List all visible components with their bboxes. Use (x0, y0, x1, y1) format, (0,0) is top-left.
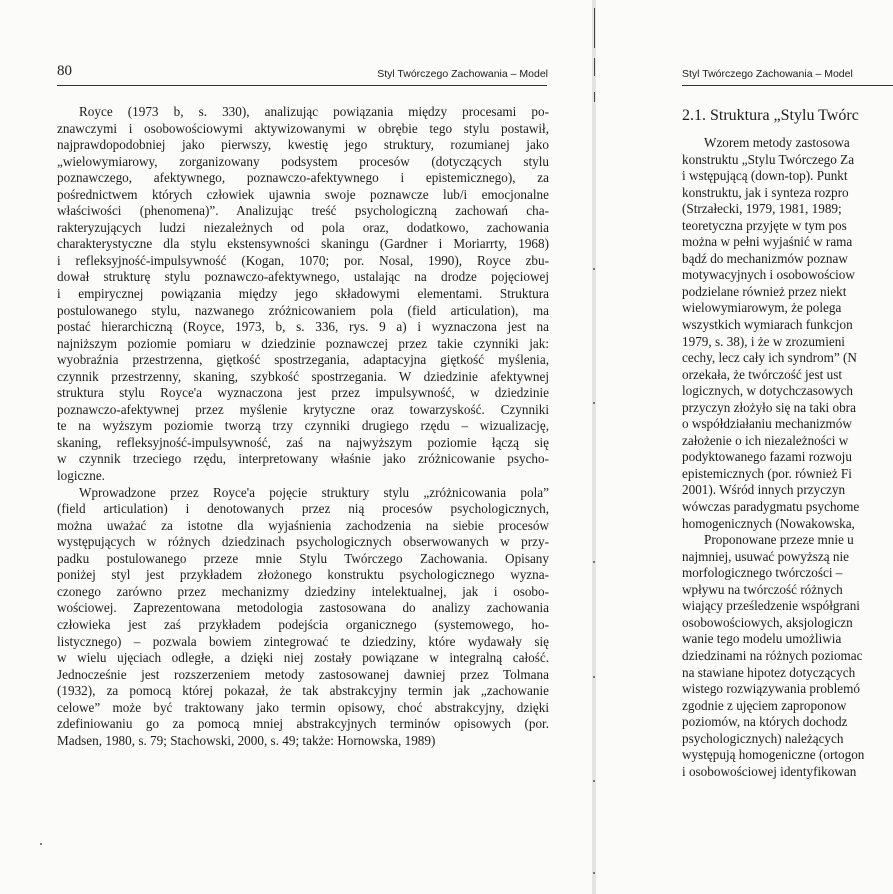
scan-speck (593, 402, 595, 404)
text-line: (field articulation) i denotowanych przez nią procesów psychologicznych, (57, 501, 549, 517)
text-line: Wzorem metody zastosowa (704, 135, 850, 150)
text-line: Wprowadzone przez Royce'a pojęcie struktury stylu „zróżnicowania pola” (79, 484, 549, 500)
text-line: i wstępującą (down-top). Punkt (682, 168, 848, 184)
text-line: dziedzinami na różnych poziomac (682, 647, 863, 663)
section-heading: 2.1. Struktura „Stylu Twórc (682, 107, 859, 124)
text-line: osobowościowych, aksjologiczn (682, 614, 853, 630)
text-line: konstruktu, jak i synteza rozpro (682, 184, 849, 200)
text-line: o współdziałaniu mechanizmów (682, 416, 852, 432)
text-line: orzekała, że twórczość jest ust (682, 366, 843, 382)
text-line: teoretyczna przyjęte w tym pos (682, 217, 847, 233)
text-line: wpływu na twórczość różnych (682, 581, 843, 597)
scan-speck (593, 780, 595, 782)
text-line: wistego rozwiązywania problemó (682, 681, 860, 697)
scan-speck (593, 872, 595, 874)
text-line: 2001). Wśród innych przyczyn (682, 482, 846, 498)
text-line: poniżej styl jest przykładem złożonego konstruktu psychologicznego wyzna- (57, 567, 549, 583)
text-line: i refleksyjność-impulsywność (Kogan, 1070; por. Nosal, 1990), Royce zbu- (57, 252, 549, 268)
text-line: logicznych, w dotychczasowych (682, 383, 854, 399)
header-rule (57, 85, 547, 86)
text-line: motywacyjnych i osobowościow (682, 267, 855, 283)
text-line: bądź do mechanizmów poznaw (682, 250, 848, 266)
header-rule (682, 85, 893, 86)
text-line: celowe” może być traktowany jako termin opisowy, choć abstrakcyjny, dzięki (57, 699, 549, 715)
text-line: na stawiane hipotez dotyczących (682, 664, 856, 680)
text-line: listycznego) – pozwala bowiem zintegrować te dziedziny, które wydawały się (57, 633, 549, 649)
scan-speck (40, 843, 42, 845)
text-line: dował strukturę stylu poznawczo-afektywnego, ustalając na drodze pojęciowej (57, 269, 549, 285)
scan-speck (593, 561, 595, 563)
gutter-mark (594, 8, 595, 48)
gutter-mark (594, 58, 595, 76)
body-text (682, 135, 864, 780)
text-line: najniższym poziomie pomiaru w dziedzinie poznawczej przez takie czynniki jak: (57, 335, 549, 351)
text-line: cechy, lecz cały ich syndrom” (N (682, 350, 857, 366)
text-line: postulowanego stylu, nazwanego zróżnicowaniem pola (field articulation), ma (57, 302, 549, 318)
text-line: poznawczo-afektywnej przez myślenie krytyczne oraz towarzyskość. Czynniki (57, 401, 549, 417)
text-line: właściwości (phenomena)”. Analizując treść psychologiczną zachowań cha- (57, 203, 549, 219)
text-line: epistemicznych (por. również Fi (682, 465, 852, 481)
text-line: wanie tego modelu umożliwia (682, 631, 842, 647)
text-line: struktura stylu Royce'a wyznaczona jest przez impulsywność, w dziedzinie (57, 385, 549, 401)
text-line: w wielu ujęciach odległe, a dzięki niej zostały powiązane w integralną całość. (57, 650, 549, 666)
text-line: czynnik przestrzenny, skaning, szybkość spostrzegania. W dziedzinie afektywnej (57, 368, 549, 384)
text-line: znawczymi i osobowościowymi aktywizowanymi w obrębie tego stylu postawił, (57, 120, 549, 136)
text-line: psychologicznych) należących (682, 730, 844, 746)
text-line: konstruktu „Stylu Twórczego Za (682, 151, 855, 167)
text-line: pośrednictwem których człowiek ujawnia swoje poznawcze lub/i emocjonalne (57, 186, 549, 202)
text-line: „wielowymiarowy, zorganizowany podsystem procesów (dotyczących stylu (57, 153, 549, 169)
text-line: podzielane również przez niekt (682, 283, 847, 299)
text-line: można uważać za istotne dla wyjaśnienia zachodzenia na siebie procesów (57, 517, 549, 533)
text-line: Madsen, 1980, s. 79; Stachowski, 2000, s. 49; także: Hornowska, 1989) (57, 732, 436, 748)
text-line: występujących w różnych dziedzinach psychologicznych obserwowanych w przy- (57, 534, 549, 550)
text-line: poziomów, na których dochodz (682, 714, 848, 730)
text-line: charakterystyczne dla stylu ekstensywności skaningu (Gardner i Moriarrty, 1968) (57, 236, 549, 252)
text-line: w czynnik trzeciego rzędu, interpretowany właśnie jako zróżnicowanie psycho- (57, 451, 549, 467)
text-line: i empirycznej powiązania między jego składowymi elementami. Struktura (57, 286, 549, 302)
text-line: skaning, refleksyjność-impulsywność, zaś na najwyższym poziomie łączą się (57, 434, 549, 450)
text-line: homogenicznych (Nowakowska, (682, 515, 855, 531)
running-header: Styl Twórczego Zachowania – Model (682, 68, 853, 80)
text-line: podyktowanego fazami rozwoju (682, 449, 852, 465)
page-number: 80 (57, 63, 72, 79)
text-line: i osobowościowej identyfikowan (682, 763, 857, 779)
text-line: zgodnie z ujęciem zaproponow (682, 697, 847, 713)
text-line: poznawczego, afektywnego, poznawczo-afektywnego i epistemicznego), za (57, 170, 549, 186)
right-page (596, 0, 893, 894)
text-line: człowieka jest zaś przykładem podejścia organicznego (systemowego, ho- (57, 616, 549, 632)
text-line: (Strzałecki, 1979, 1981, 1989; (682, 201, 842, 217)
text-line: wiający prześledzenie współgrani (682, 598, 860, 614)
text-line: przyczyn złożyło się na taki obra (682, 399, 856, 415)
text-line: Jednocześnie jest rozszerzeniem metody zastosowanej dawniej przez Tolmana (57, 666, 549, 682)
text-line: najmniej, usuwać powyższą nie (682, 548, 849, 564)
scan-speck (593, 268, 595, 270)
text-line: logiczne. (57, 468, 105, 484)
text-line: morfologicznego twórczości – (682, 565, 843, 581)
text-line: 1979, s. 38), i że w zrozumieni (682, 333, 845, 349)
scan-speck (593, 676, 595, 678)
text-line: postać hierarchiczną (Royce, 1973, b, s. 336, rys. 9 a) i wyznaczona jest na (57, 319, 549, 335)
text-line: zdefiniowaniu go za pomocą mniej abstrakcyjnych terminów opisowych (por. (57, 716, 549, 732)
text-line: wyobraźnia przestrzenna, giętkość spostrzegania, adaptacyjna giętkość myślenia, (57, 352, 549, 368)
text-line: wościowej. Zaprezentowana metodologia zastosowana do analizy zachowania (57, 600, 549, 616)
text-line: Royce (1973 b, s. 330), analizując powiązania między procesami po- (79, 104, 549, 119)
text-line: padku postulowanego przeze mnie Stylu Twórczego Zachowania. Opisany (57, 550, 549, 566)
text-line: te na wyższym poziomie tworzą trzy czynniki drugiego rzędu – wizualizację, (57, 418, 549, 434)
text-line: założenie o ich niezależności w (682, 432, 849, 448)
text-line: rakteryzujących ludzi niezależnych od pola oraz, dodatkowo, zachowania (57, 219, 549, 235)
body-text (57, 104, 549, 749)
text-line: (1932), za pomocą której pokazał, że tak abstrakcyjny termin jak „zachowanie (57, 683, 549, 699)
text-line: wszystkich wymiarach funkcjon (682, 317, 853, 333)
running-header: Styl Twórczego Zachowania – Model (377, 68, 548, 80)
text-line: wielowymiarowym, że polega (682, 300, 842, 316)
gutter-mark (594, 92, 595, 102)
text-line: najprawdopodobniej jako pierwszy, kwestię jego struktury, rozumianej jako (57, 137, 549, 153)
text-line: występują homogeniczne (ortogon (682, 747, 865, 763)
text-line: można w pełni wyjaśnić w rama (682, 234, 853, 250)
text-line: czonego zarówno przez mechanizmy dziedziny intelektualnej, jak i osobo- (57, 583, 549, 599)
text-line: Proponowane przeze mnie u (704, 532, 854, 548)
text-line: wówczas paradygmatu psychome (682, 499, 860, 515)
